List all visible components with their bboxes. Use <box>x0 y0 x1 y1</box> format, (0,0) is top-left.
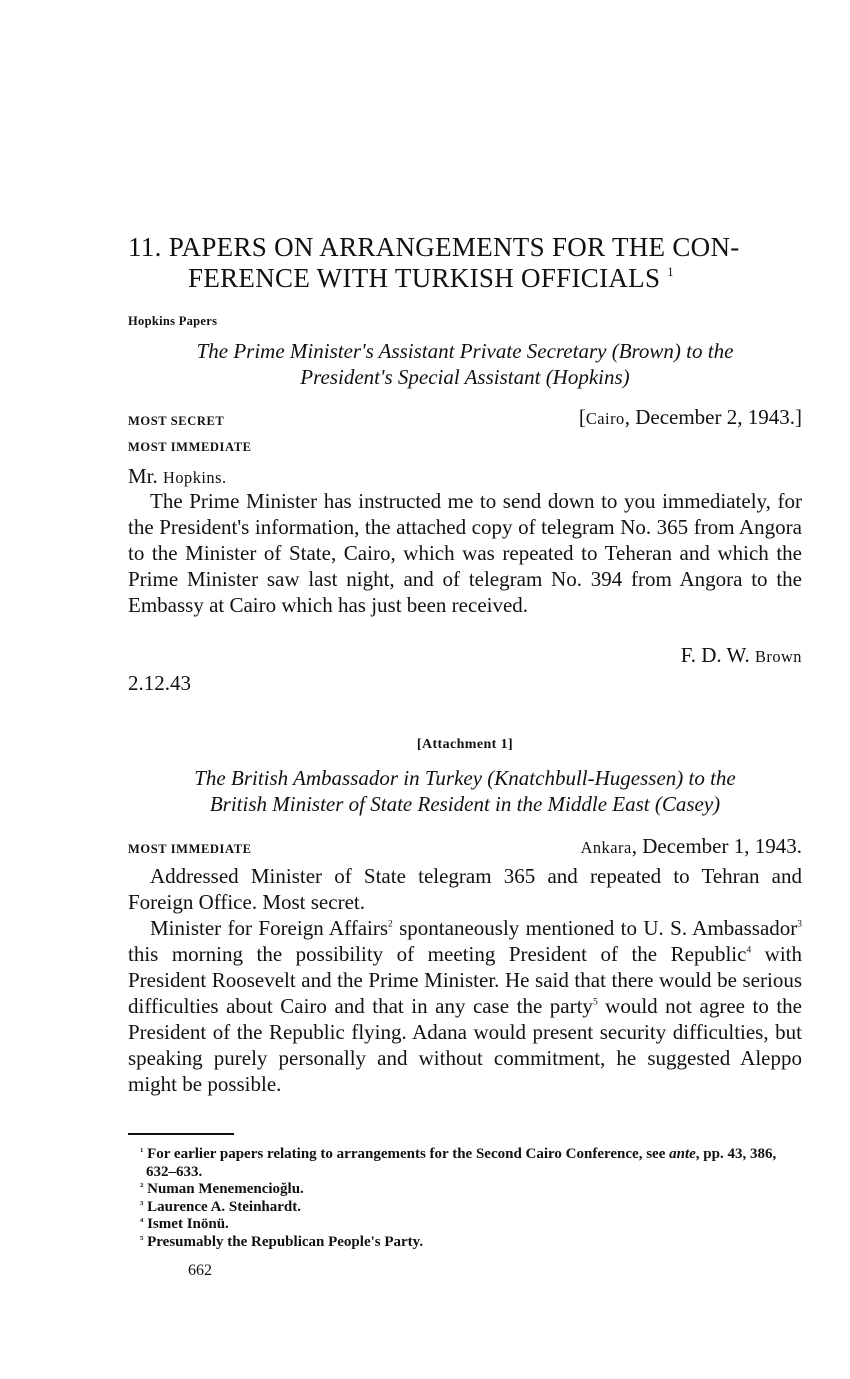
letter-heading <box>128 338 802 390</box>
telegram-paragraph-2 <box>128 915 802 1097</box>
footnote-text: Laurence A. Steinhardt. <box>147 1198 302 1215</box>
telegram-text: this morning the possibility of meeting President of the Republic <box>128 942 747 966</box>
footnote-mark: 1 <box>140 1146 144 1154</box>
footnote-3 <box>128 1199 802 1217</box>
footnote-mark: 3 <box>140 1199 144 1207</box>
title-line-2: FERENCE WITH TURKISH OFFICIALS <box>188 263 661 293</box>
attachment-heading-line-2: British Minister of State Resident in the Middle East (Casey) <box>209 792 721 816</box>
title-number: 11. <box>128 232 162 262</box>
attachment-label: [Attachment 1] <box>416 737 514 752</box>
salutation-name: Hopkins. <box>163 468 227 487</box>
footnote-divider <box>128 1133 234 1135</box>
footnote-text-italic: ante <box>669 1146 696 1162</box>
footnote-ref-2: 2 <box>388 919 393 930</box>
footnote-ref-1: 1 <box>667 265 674 280</box>
footnote-5 <box>128 1234 802 1252</box>
letter-date: 2.12.43 <box>128 671 191 695</box>
dateline-date-2: , December 1, 1943. <box>631 834 802 858</box>
telegram-paragraph-1: Addressed Minister of State telegram 365 and repeated to Tehran and Foreign Office. Most secret. <box>128 864 802 914</box>
footnote-text: Ismet Inönü. <box>147 1216 229 1232</box>
signature <box>681 643 802 668</box>
document-title <box>128 232 802 294</box>
title-line-1: PAPERS ON ARRANGEMENTS FOR THE CON- <box>168 232 740 262</box>
letter-heading-line-2: President's Special Assistant (Hopkins) <box>300 365 630 389</box>
classification-most-immediate: MOST IMMEDIATE <box>128 440 252 454</box>
salutation-prefix: Mr. <box>128 464 164 488</box>
signature-initials: F. D. W. <box>680 643 755 667</box>
letter-body <box>128 488 802 618</box>
footnote-4 <box>128 1216 802 1234</box>
telegram-text: spontaneously mentioned to U. S. Ambassador <box>392 916 798 940</box>
page-number: 662 <box>188 1262 212 1279</box>
footnote-mark: 5 <box>140 1234 144 1242</box>
footnotes <box>128 1146 802 1251</box>
footnote-text: For earlier papers relating to arrangements for the Second Cairo Conference, see <box>147 1146 670 1162</box>
dateline-place-2: Ankara <box>580 838 632 857</box>
footnote-text: Numan Menemencioğlu. <box>147 1181 304 1197</box>
footnote-mark: 2 <box>140 1181 144 1189</box>
attachment-heading-line-1: The British Ambassador in Turkey (Knatchbull-Hugessen) to the <box>194 766 736 790</box>
signature-name: Brown <box>754 647 802 666</box>
telegram-body <box>128 863 802 1097</box>
salutation <box>128 464 227 489</box>
telegram-text: would not agree to the President of the Republic flying. Adana would present security difficulties, but speaking purely personally and without commitment, he suggested Aleppo might be possible. <box>128 994 803 1096</box>
footnote-text: Presumably the Republican People's Party. <box>147 1233 424 1250</box>
telegram-text: Minister for Foreign Affairs <box>150 916 389 940</box>
attachment-heading <box>128 765 802 817</box>
footnote-mark: 4 <box>140 1216 144 1224</box>
footnote-1 <box>128 1146 802 1181</box>
source-label: Hopkins Papers <box>128 314 218 328</box>
footnote-text: , pp. 43, 386, 632–633. <box>146 1146 777 1180</box>
letter-heading-line-1: The Prime Minister's Assistant Private Secretary (Brown) to the <box>196 339 734 363</box>
dateline-date: , December 2, 1943.] <box>624 405 802 429</box>
dateline-bracket: [ <box>578 405 586 429</box>
footnote-ref-5: 5 <box>592 997 598 1008</box>
dateline-ankara <box>581 834 802 859</box>
footnote-ref-4: 4 <box>746 945 752 956</box>
dateline-cairo <box>579 405 802 430</box>
telegram-text: with President Roosevelt and the Prime Minister. He said that there would be serious difficulties about Cairo and that in any case the party <box>128 942 802 1018</box>
letter-paragraph: The Prime Minister has instructed me to send down to you immediately, for the President's information, the attached copy of telegram No. 365 from Angora to the Minister of State, Cairo, which was repeated to Teheran and which the Prime Minister saw last night, and of telegram No. 394 from Angora to the Embassy at Cairo which has just been received. <box>128 489 802 617</box>
classification-most-secret: MOST SECRET <box>128 414 225 428</box>
footnote-ref-3: 3 <box>797 919 802 930</box>
footnote-2 <box>128 1181 802 1199</box>
dateline-place: Cairo <box>585 409 625 428</box>
classification-most-immediate-2: MOST IMMEDIATE <box>128 842 252 856</box>
